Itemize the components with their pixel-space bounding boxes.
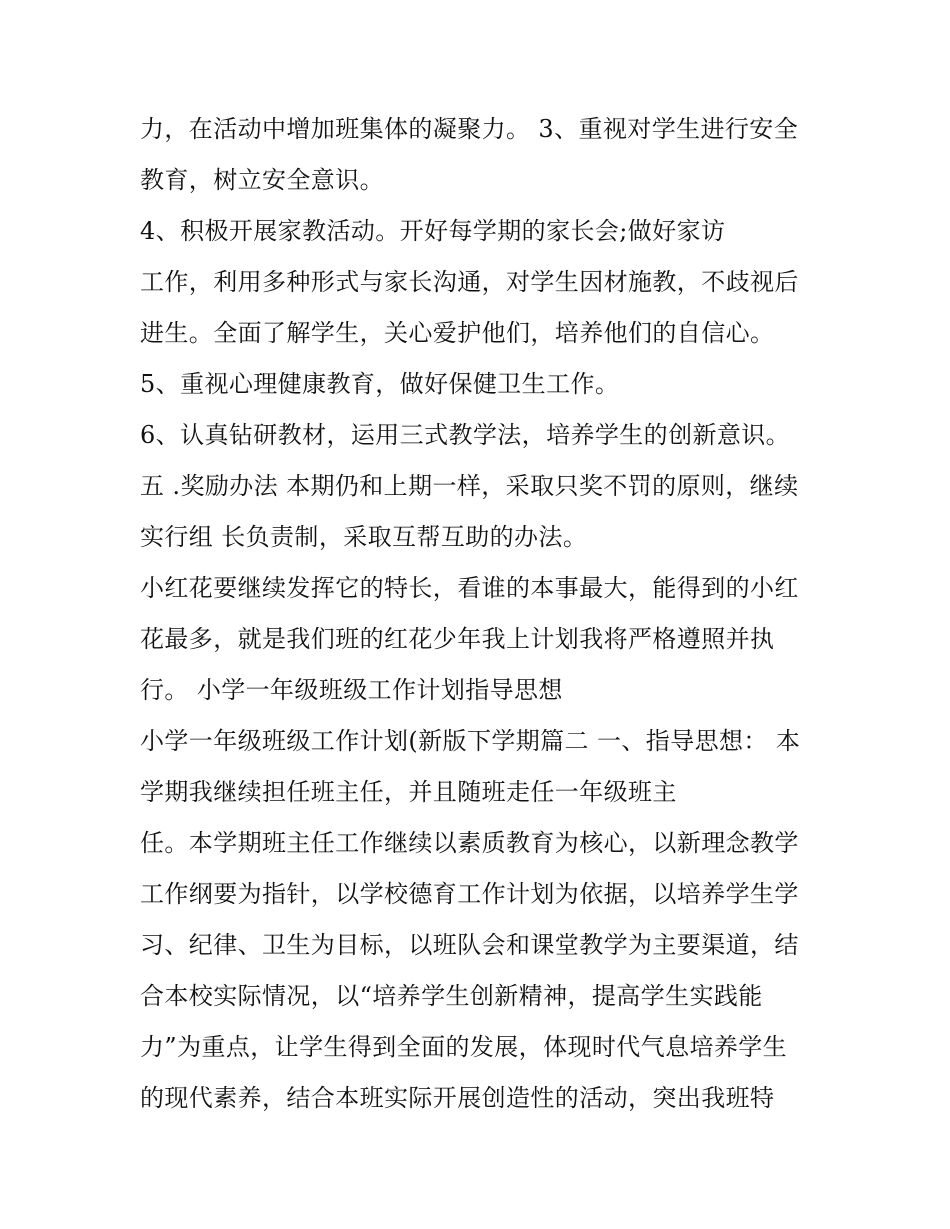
text-line: 五 .奖励办法 本期仍和上期一样，采取只奖不罚的原则，继续 [140, 472, 799, 500]
text-line: 学期我继续担任班主任，并且随班走任一年级班主 [140, 778, 677, 806]
text-line: 习、纪律、卫生为目标，以班队会和课堂教学为主要渠道，结 [140, 931, 799, 959]
text-line: 的现代素养，结合本班实际开展创造性的活动，突出我班特 [140, 1084, 775, 1112]
text-line: 工作，利用多种形式与家长沟通，对学生因材施教，不歧视后 [140, 268, 799, 296]
text-line: 合本校实际情况，以“培养学生创新精神，提高学生实践能 [140, 982, 763, 1010]
text-line: 实行组 长负责制，采取互帮互助的办法。 [140, 523, 588, 551]
text-line: 力，在活动中增加班集体的凝聚力。 3、重视对学生进行安全 [140, 115, 799, 143]
text-line: 花最多，就是我们班的红花少年我上计划我将严格遵照并执 [140, 625, 775, 653]
text-line: 小学一年级班级工作计划(新版下学期篇二 一、指导思想： 本 [140, 727, 801, 755]
text-line: 4、积极开展家教活动。开好每学期的家长会;做好家访 [140, 217, 726, 245]
text-line: 教育，树立安全意识。 [140, 166, 384, 194]
text-line: 小红花要继续发挥它的特长，看谁的本事最大，能得到的小红 [140, 574, 799, 602]
text-line: 工作纲要为指针，以学校德育工作计划为依据，以培养学生学 [140, 880, 799, 908]
text-line: 力”为重点，让学生得到全面的发展，体现时代气息培养学生 [140, 1033, 788, 1061]
text-line: 任。本学期班主任工作继续以素质教育为核心，以新理念教学 [140, 829, 799, 857]
text-line: 5、重视心理健康教育，做好保健卫生工作。 [140, 370, 620, 398]
document-body [140, 104, 820, 1124]
text-line: 行。 小学一年级班级工作计划指导思想 [140, 676, 563, 704]
text-line: 进生。全面了解学生，关心爱护他们，培养他们的自信心。 [140, 319, 775, 347]
text-line: 6、认真钻研教材，运用三式教学法，培养学生的创新意识。 [140, 421, 791, 449]
